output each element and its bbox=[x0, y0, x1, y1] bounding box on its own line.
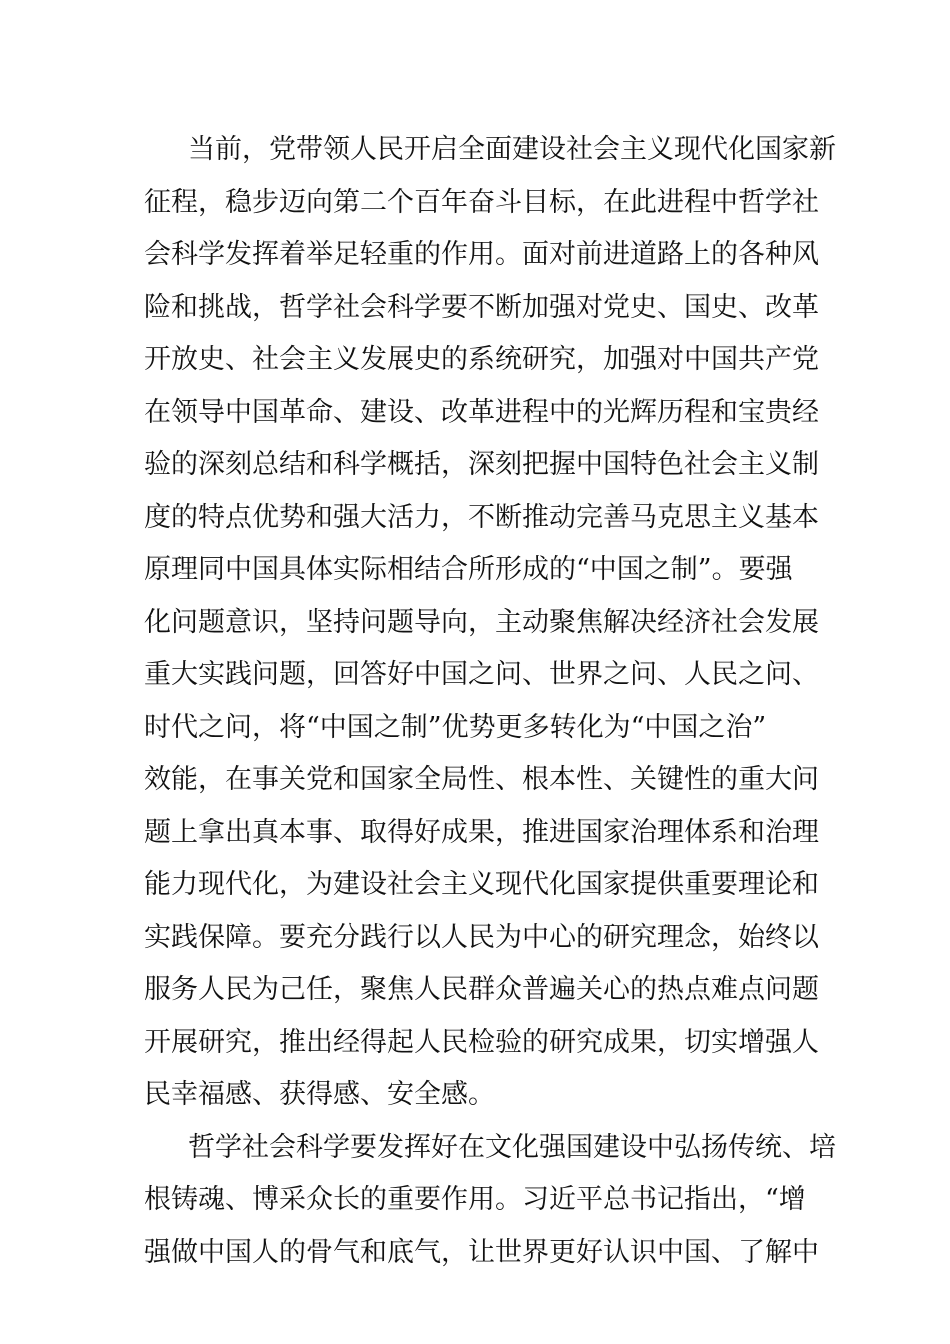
text-line: 征程，稳步迈向第二个百年奋斗目标，在此进程中哲学社 bbox=[144, 186, 819, 218]
text-line: 会科学发挥着举足轻重的作用。面对前进道路上的各种风 bbox=[144, 239, 819, 270]
text-line: 民幸福感、获得感、安全感。 bbox=[144, 1079, 495, 1110]
text-line: 实践保障。要充分践行以人民为中心的研究理念，始终以 bbox=[144, 921, 819, 953]
body-text bbox=[144, 124, 836, 1279]
text-line: 当前，党带领人民开启全面建设社会主义现代化国家新 bbox=[188, 134, 836, 165]
text-line: 险和挑战，哲学社会科学要不断加强对党史、国史、改革 bbox=[144, 291, 819, 323]
text-line: 验的深刻总结和科学概括，深刻把握中国特色社会主义制 bbox=[144, 449, 819, 480]
text-line: 原理同中国具体实际相结合所形成的“中国之制”。要强 bbox=[144, 554, 793, 585]
text-line: 在领导中国革命、建设、改革进程中的光辉历程和宝贵经 bbox=[144, 396, 819, 428]
text-line: 服务人民为己任，聚焦人民群众普遍关心的热点难点问题 bbox=[144, 974, 819, 1005]
text-line: 根铸魂、博采众长的重要作用。习近平总书记指出，“增 bbox=[144, 1184, 806, 1215]
text-line: 度的特点优势和强大活力，不断推动完善马克思主义基本 bbox=[144, 501, 819, 533]
text-line: 题上拿出真本事、取得好成果，推进国家治理体系和治理 bbox=[144, 816, 819, 848]
text-line: 化问题意识，坚持问题导向，主动聚焦解决经济社会发展 bbox=[144, 606, 819, 638]
text-line: 效能，在事关党和国家全局性、根本性、关键性的重大问 bbox=[144, 764, 819, 795]
text-line: 重大实践问题，回答好中国之问、世界之问、人民之问、 bbox=[144, 659, 819, 690]
text-line: 能力现代化，为建设社会主义现代化国家提供重要理论和 bbox=[144, 869, 819, 900]
paragraph-2 bbox=[144, 1122, 836, 1280]
text-line: 哲学社会科学要发挥好在文化强国建设中弘扬传统、培 bbox=[188, 1131, 836, 1163]
paragraph-1 bbox=[144, 124, 836, 1122]
text-line: 开展研究，推出经得起人民检验的研究成果，切实增强人 bbox=[144, 1026, 819, 1058]
text-line: 强做中国人的骨气和底气，让世界更好认识中国、了解中 bbox=[144, 1236, 819, 1268]
text-line: 时代之问，将“中国之制”优势更多转化为“中国之治” bbox=[144, 711, 767, 743]
text-line: 开放史、社会主义发展史的系统研究，加强对中国共产党 bbox=[144, 344, 819, 375]
